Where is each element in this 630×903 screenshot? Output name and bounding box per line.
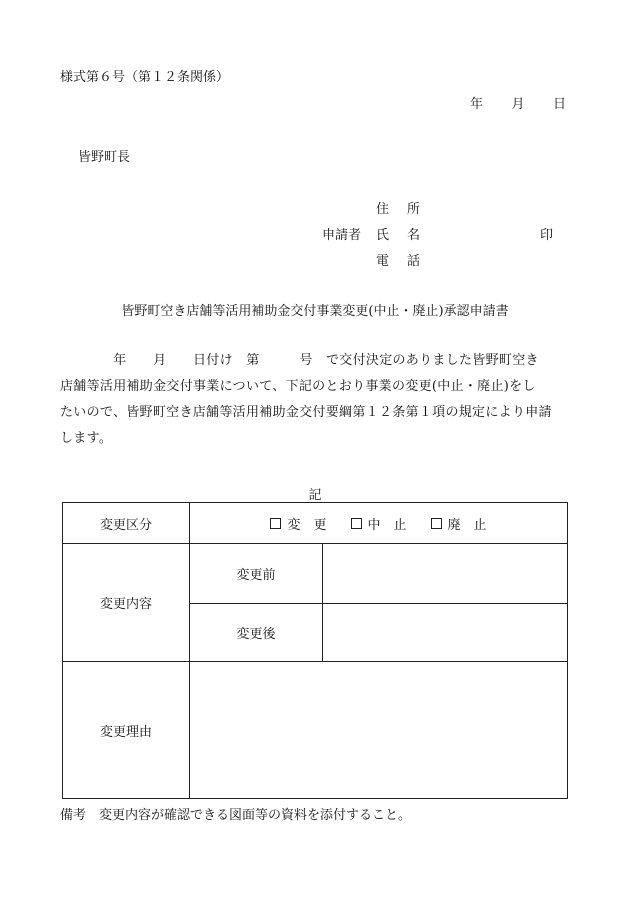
date-year: 年: [470, 97, 484, 112]
body-paragraph: [60, 348, 572, 452]
after-label: 変更後: [190, 604, 323, 662]
before-label: 変更前: [190, 544, 323, 604]
reason-input-cell[interactable]: [190, 662, 568, 799]
after-input-cell[interactable]: [323, 604, 568, 662]
option-cancel[interactable]: 中 止: [351, 514, 407, 533]
checkbox-cancel[interactable]: [351, 518, 362, 529]
remarks-note: 備考 変更内容が確認できる図面等の資料を添付すること。: [60, 808, 412, 823]
change-form-table: [62, 502, 568, 799]
reason-label: 変更理由: [63, 662, 190, 799]
date-day: 日: [552, 97, 566, 112]
date-month: 月: [511, 97, 525, 112]
body-line: 年 月 日付け 第 号 で交付決定のありました皆野町空き: [60, 353, 539, 368]
category-options: [190, 503, 568, 544]
checkbox-abolish[interactable]: [431, 518, 442, 529]
body-line: します。: [60, 431, 113, 446]
form-number: 様式第６号（第１２条関係）: [60, 70, 230, 85]
option-abolish[interactable]: 廃 止: [431, 514, 487, 533]
category-label: 変更区分: [63, 503, 190, 544]
checkbox-change[interactable]: [270, 518, 281, 529]
phone-field-label: 電 話: [376, 254, 420, 269]
ki-heading: 記: [308, 488, 322, 503]
date-line: [470, 93, 566, 112]
document-title: 皆野町空き店舗等活用補助金交付事業変更(中止・廃止)承認申請書: [121, 304, 509, 319]
option-change[interactable]: 変 更: [270, 514, 326, 533]
name-field-label: 氏 名: [376, 228, 420, 243]
body-line: 店舗等活用補助金交付事業について、下記のとおり事業の変更(中止・廃止)をし: [60, 379, 536, 394]
address-field-label: 住 所: [376, 202, 420, 217]
before-input-cell[interactable]: [323, 544, 568, 604]
body-line: たいので、皆野町空き店舗等活用補助金交付要綱第１２条第１項の規定により申請: [60, 405, 552, 420]
addressee: 皆野町長: [78, 150, 131, 165]
content-label: 変更内容: [63, 544, 190, 662]
seal-mark: 印: [540, 228, 554, 243]
applicant-label: 申請者: [322, 228, 362, 243]
